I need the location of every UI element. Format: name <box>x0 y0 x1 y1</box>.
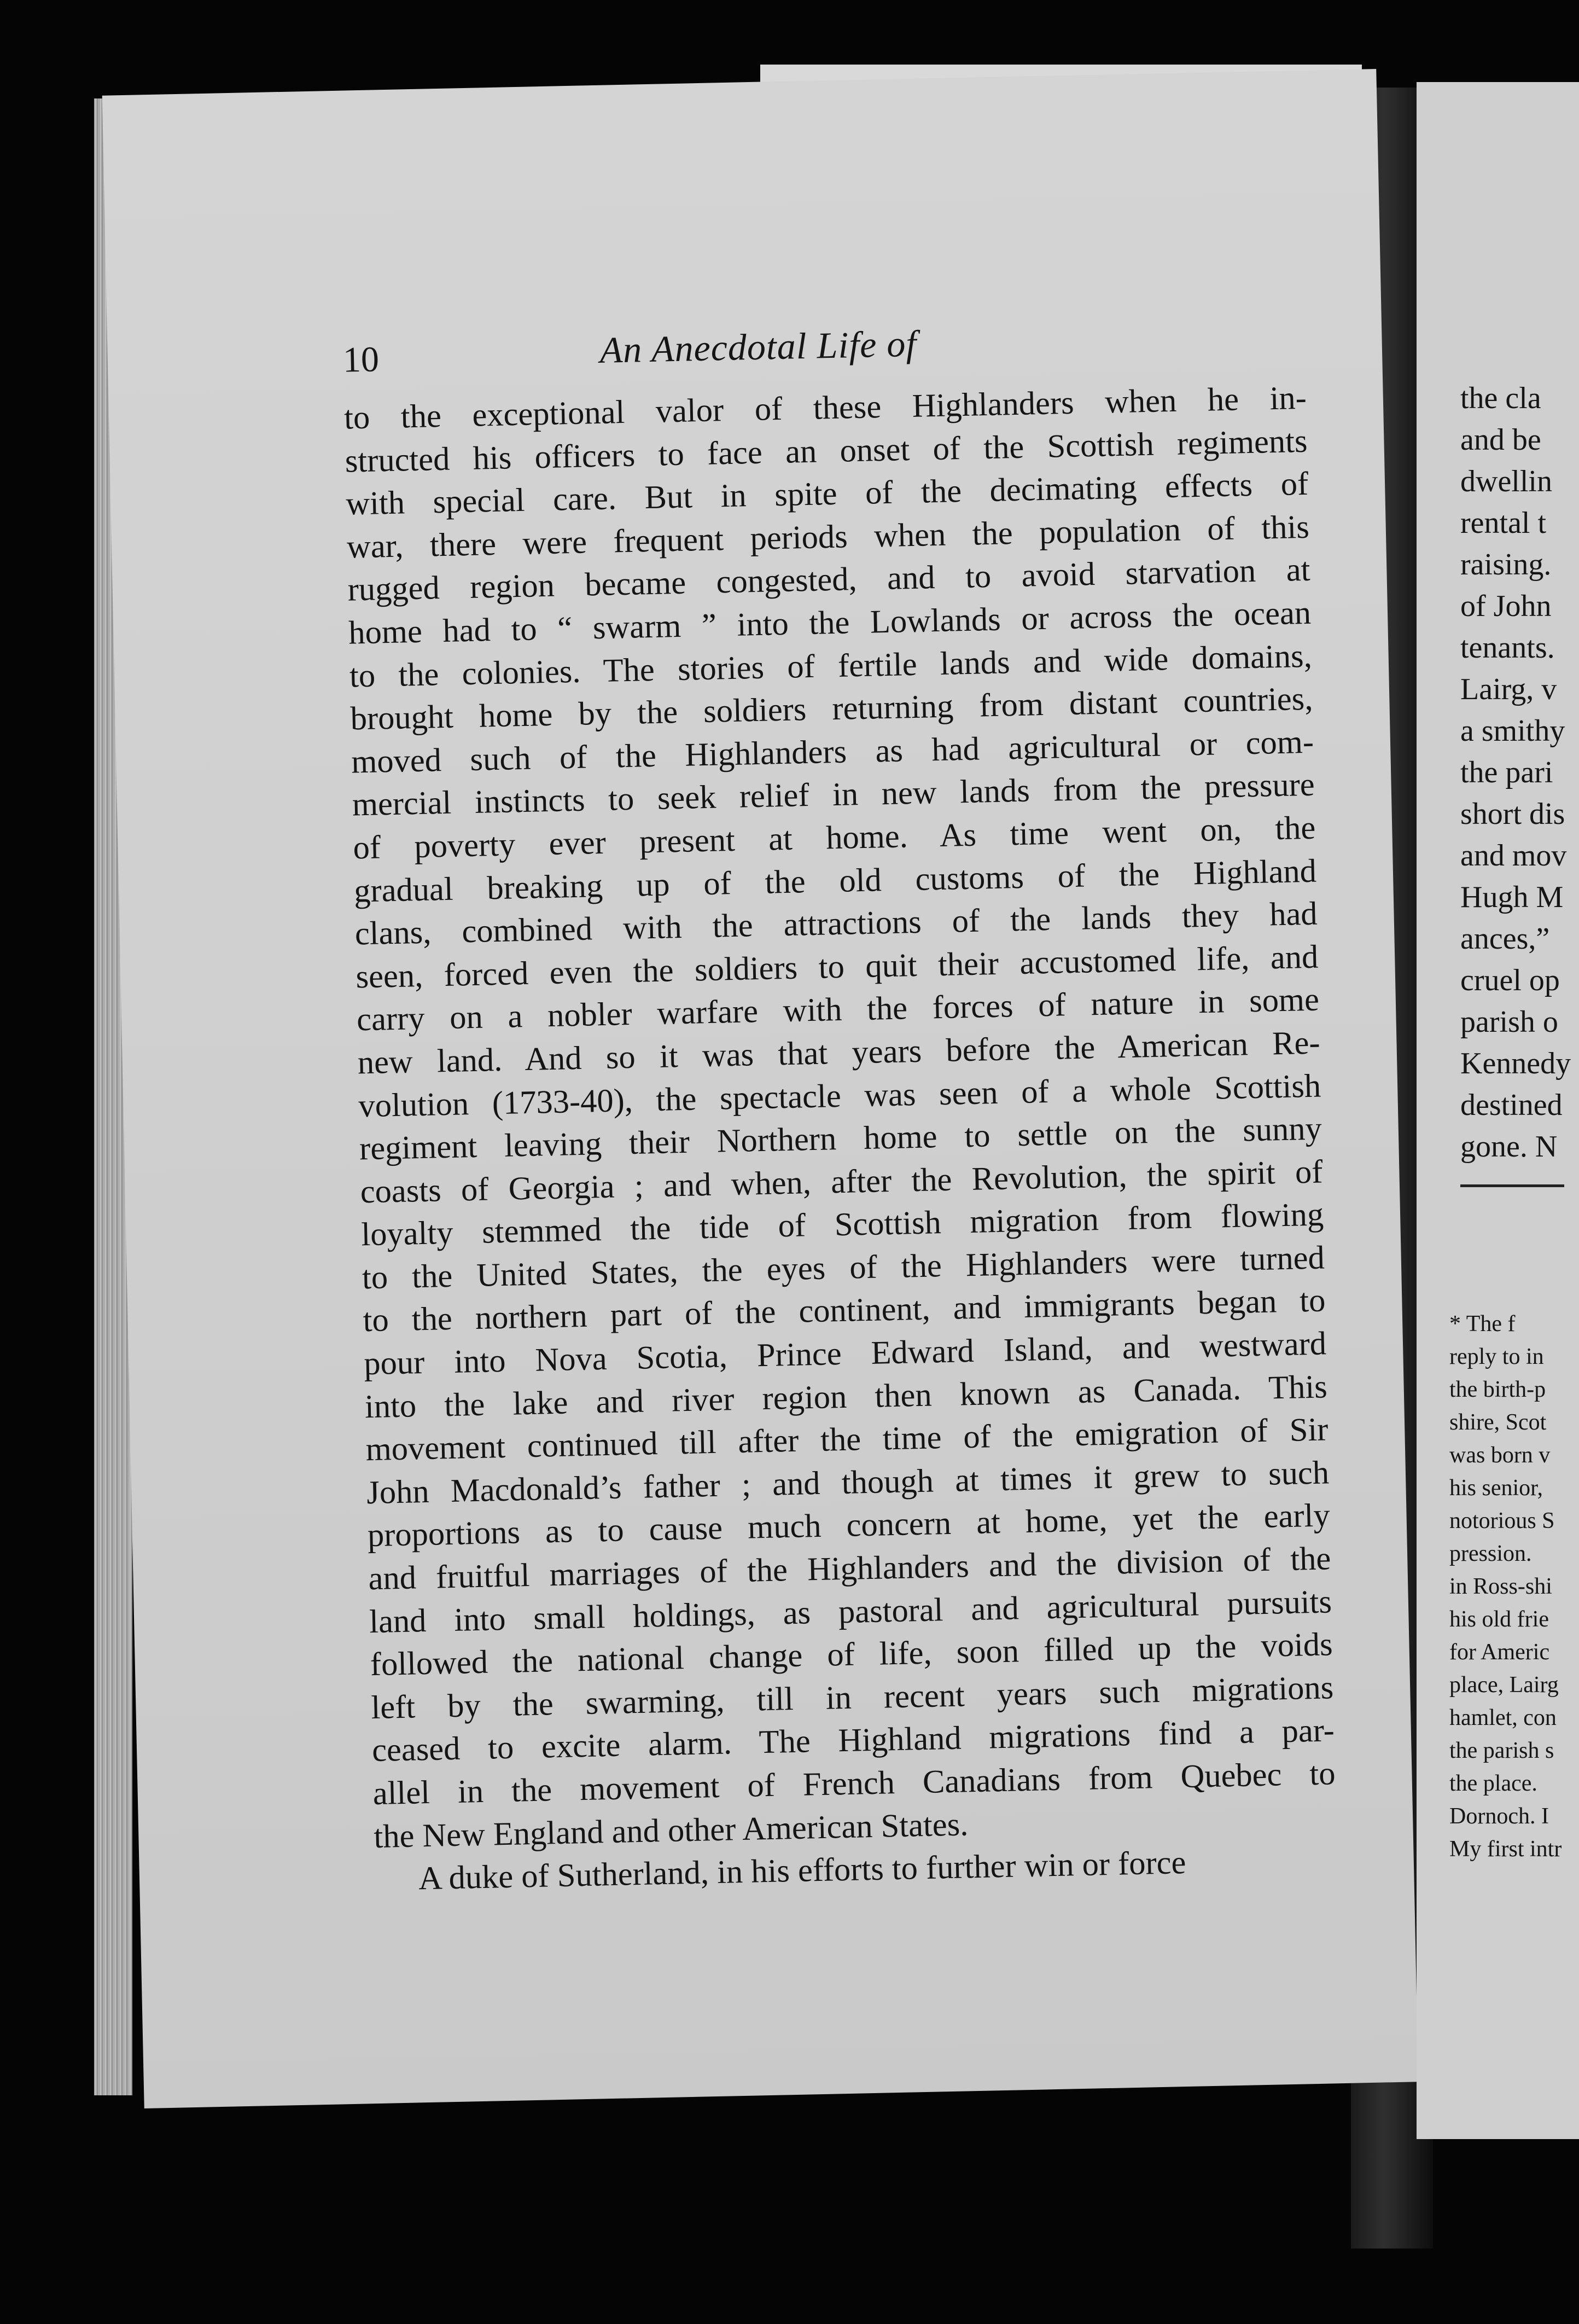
facing-text-line: Lairg, v <box>1460 672 1557 706</box>
facing-text-line: a smithy <box>1460 714 1565 748</box>
footnote-line: Dornoch. I <box>1449 1804 1549 1829</box>
main-page <box>102 69 1419 2108</box>
footnote-line: the parish s <box>1449 1738 1554 1763</box>
facing-text-line: destined <box>1460 1088 1563 1122</box>
text-line: to the United States, the eyes of the Highlanders were turned <box>362 1239 1325 1297</box>
footnote-line: his old frie <box>1449 1607 1549 1632</box>
text-line: to the northern part of the continent, and immigrants began to <box>363 1282 1326 1339</box>
footnote-line: the birth-p <box>1449 1377 1546 1402</box>
facing-text-line: the pari <box>1460 756 1553 789</box>
footnote-line: reply to in <box>1449 1344 1544 1369</box>
text-line: movement continued till after the time of the emigration of Sir <box>365 1411 1329 1468</box>
text-line: loyalty stemmed the tide of Scottish migration from flowing <box>360 1196 1324 1253</box>
facing-text-line: rental t <box>1460 506 1547 540</box>
facing-text-line: gone. N <box>1460 1130 1558 1164</box>
footnote-line: place, Lairg <box>1449 1672 1559 1698</box>
text-line: with special care. But in spite of the decimating effects of <box>345 465 1309 522</box>
text-line: John Macdonald’s father ; and though at times it grew to such <box>366 1454 1330 1512</box>
footnote-line: hamlet, con <box>1449 1705 1557 1730</box>
text-line: and fruitful marriages of the Highlanders and the division of the <box>368 1540 1331 1597</box>
text-line: volution (1733-40), the spectacle was seen of a whole Scottish <box>358 1067 1321 1124</box>
text-line: new land. And so it was that years before the American Re- <box>357 1024 1321 1082</box>
running-head: An Anecdotal Life of <box>599 322 918 371</box>
footnote-line: was born v <box>1449 1443 1551 1468</box>
footnote-line: * The f <box>1449 1311 1516 1337</box>
text-line: the New England and other American States. <box>373 1805 969 1855</box>
facing-text-line: short dis <box>1460 797 1565 831</box>
footnote-line: pression. <box>1449 1541 1532 1566</box>
footnote-line: notorious S <box>1449 1508 1555 1533</box>
facing-text-line: cruel op <box>1460 963 1560 997</box>
facing-page <box>1417 82 1579 2139</box>
text-line: of poverty ever present at home. As time went on, the <box>352 809 1316 867</box>
text-line: brought home by the soldiers returning from distant countries, <box>349 680 1313 737</box>
text-line: A duke of Sutherland, in his efforts to further win or force <box>418 1844 1186 1897</box>
footnote-line: shire, Scot <box>1449 1410 1547 1435</box>
text-line: gradual breaking up of the old customs of the Highland <box>353 852 1317 909</box>
text-line: land into small holdings, as pastoral and agricultural pursuits <box>369 1583 1332 1640</box>
text-line: structed his officers to face an onset of the Scottish regiments <box>345 422 1308 480</box>
text-line: allel in the movement of French Canadians from Quebec to <box>372 1755 1336 1812</box>
text-line: seen, forced even the soldiers to quit their accustomed life, and <box>355 938 1319 996</box>
text-line: ceased to excite alarm. The Highland migrations find a par- <box>371 1712 1335 1769</box>
facing-text-line: of John <box>1460 589 1552 623</box>
facing-text-line: Kennedy <box>1460 1047 1571 1080</box>
body-text <box>343 377 1337 1902</box>
facing-text-line: the cla <box>1460 381 1541 415</box>
facing-page-footnotes <box>1449 1308 1579 1866</box>
facing-page-text <box>1460 377 1579 1167</box>
text-line: mercial instincts to seek relief in new lands from the pressure <box>352 766 1315 823</box>
text-line: to the colonies. The stories of fertile lands and wide domains, <box>349 637 1313 695</box>
footnote-line: in Ross-shi <box>1449 1574 1552 1599</box>
text-line: home had to “ swarm ” into the Lowlands or across the ocean <box>348 594 1312 652</box>
facing-text-line: tenants. <box>1460 631 1555 665</box>
facing-text-line: parish o <box>1460 1005 1558 1039</box>
text-line: proportions as to cause much concern at home, yet the early <box>367 1497 1331 1554</box>
text-line: coasts of Georgia ; and when, after the Revolution, the spirit of <box>360 1153 1324 1211</box>
page-number: 10 <box>342 339 380 380</box>
text-line: regiment leaving their Northern home to settle on the sunny <box>359 1110 1322 1167</box>
footnote-rule <box>1460 1184 1564 1187</box>
facing-text-line: Hugh M <box>1460 880 1564 914</box>
text-line: carry on a nobler warfare with the forces of nature in some <box>356 981 1320 1038</box>
text-line: moved such of the Highlanders as had agricultural or com- <box>351 723 1314 781</box>
text-line: pour into Nova Scotia, Prince Edward Island, and westward <box>363 1325 1327 1382</box>
text-line: left by the swarming, till in recent years such migrations <box>370 1669 1334 1726</box>
text-line: followed the national change of life, soon filled up the voids <box>370 1626 1333 1683</box>
text-line: to the exceptional valor of these Highlanders when he in- <box>343 379 1307 437</box>
footnote-line: the place. <box>1449 1771 1537 1796</box>
text-line: clans, combined with the attractions of the lands they had <box>354 895 1318 952</box>
facing-text-line: and be <box>1460 423 1541 457</box>
text-line: into the lake and river region then known as Canada. This <box>364 1368 1328 1425</box>
facing-text-line: and mov <box>1460 839 1567 873</box>
footnote-line: his senior, <box>1449 1475 1543 1501</box>
facing-text-line: dwellin <box>1460 464 1552 498</box>
facing-text-line: raising. <box>1460 548 1552 582</box>
facing-text-line: ances,” <box>1460 922 1550 956</box>
footnote-line: My first intr <box>1449 1837 1562 1862</box>
footnote-line: for Americ <box>1449 1640 1550 1665</box>
text-line: war, there were frequent periods when the population of this <box>346 508 1310 566</box>
text-line: rugged region became congested, and to avoid starvation at <box>347 551 1311 608</box>
